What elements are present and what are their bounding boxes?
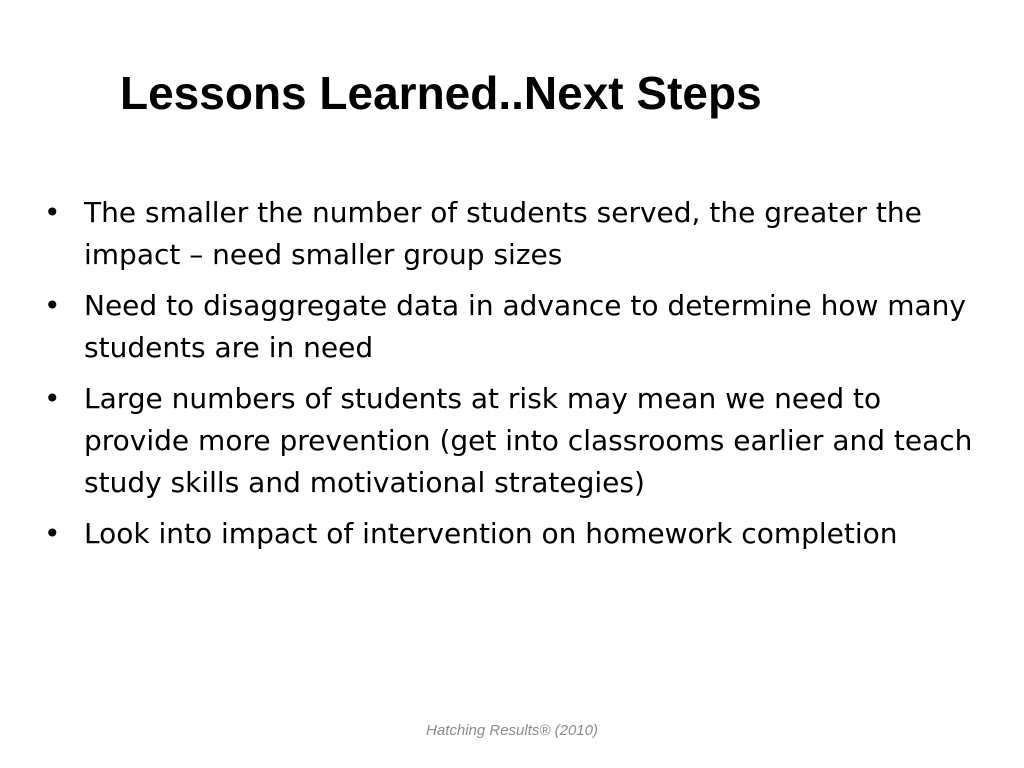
bullet-icon: •: [44, 382, 61, 415]
footer-credit: Hatching Results® (2010): [426, 722, 598, 739]
bullet-icon: •: [44, 517, 61, 550]
slide-title: Lessons Learned..Next Steps: [120, 67, 762, 119]
bullet-icon: •: [44, 289, 61, 322]
bullet-icon: •: [44, 196, 61, 229]
bullet-text: Look into impact of intervention on homework completion: [84, 517, 898, 550]
bullet-item: [44, 192, 994, 276]
bullet-item: [44, 513, 994, 555]
bullet-list: [44, 192, 994, 564]
bullet-item: [44, 378, 994, 504]
bullet-text: Need to disaggregate data in advance to determine how many students are in need: [84, 289, 966, 364]
bullet-text: Large numbers of students at risk may mean we need to provide more prevention (get into classrooms earlier and teach study skills and motivational strategies): [84, 382, 973, 499]
bullet-item: [44, 285, 994, 369]
bullet-text: The smaller the number of students served, the greater the impact – need smaller group sizes: [84, 196, 922, 271]
